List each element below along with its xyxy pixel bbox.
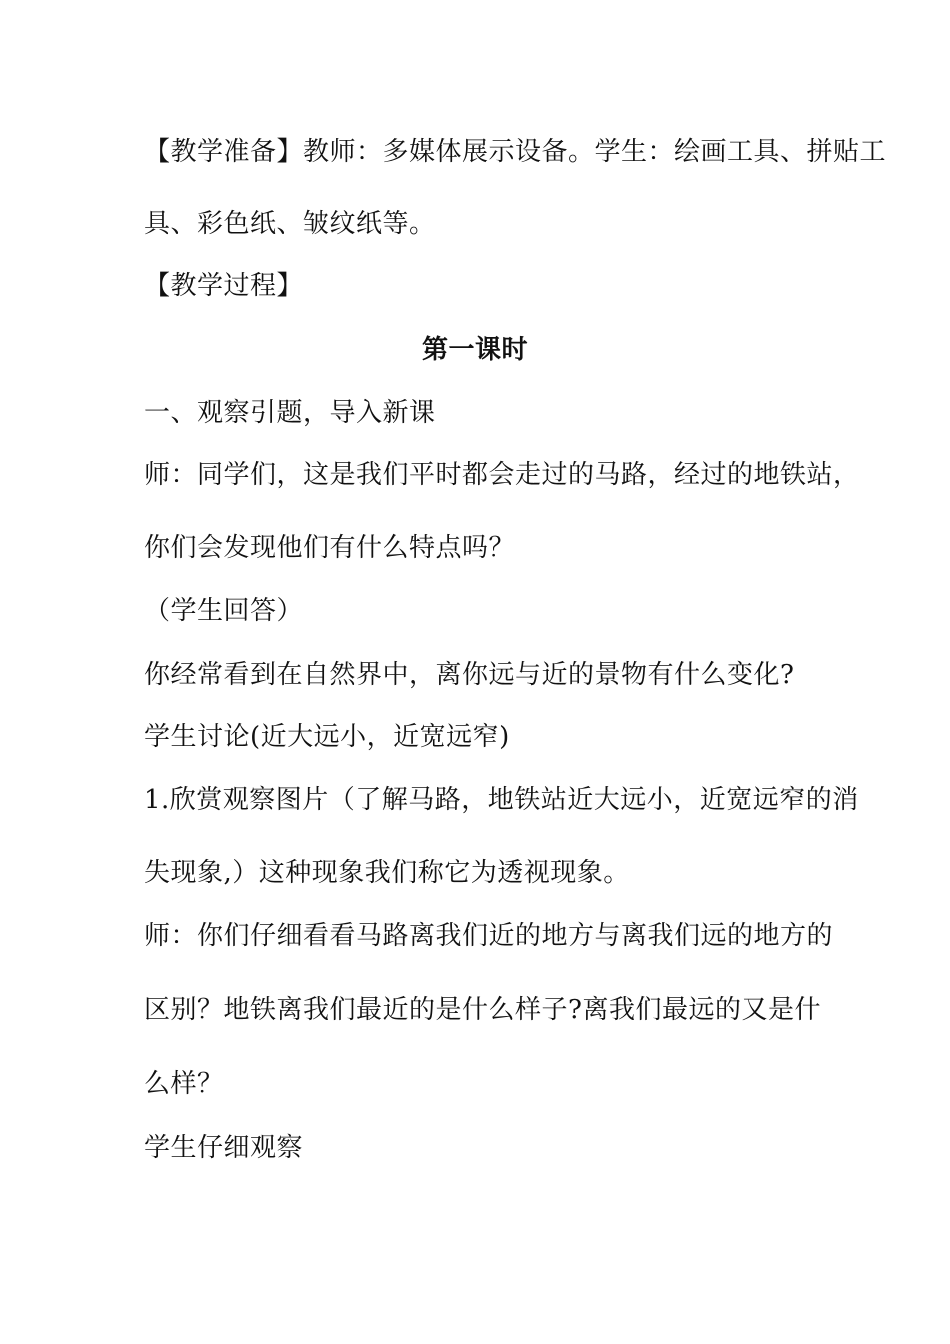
student-discussion: 学生讨论(近大远小，近宽远窄) — [144, 722, 510, 752]
teaching-preparation-line-2: 具、彩色纸、皱纹纸等。 — [144, 209, 436, 239]
teaching-preparation-line-1: 【教学准备】教师：多媒体展示设备。学生：绘画工具、拼贴工 — [144, 137, 887, 167]
teacher-question-line-1: 师：同学们，这是我们平时都会走过的马路，经过的地铁站， — [144, 460, 860, 490]
teaching-process-heading: 【教学过程】 — [144, 271, 304, 301]
teacher-observation-line-3: 么样？ — [144, 1069, 224, 1099]
teacher-observation-line-1: 师：你们仔细看看马路离我们近的地方与离我们远的地方的 — [144, 921, 834, 951]
student-observation: 学生仔细观察 — [144, 1133, 304, 1163]
teacher-observation-line-2: 区别？地铁离我们最近的是什么样子?离我们最远的又是什 — [144, 995, 821, 1025]
lesson-title: 第一课时 — [421, 335, 528, 365]
appreciation-line-1: 1.欣赏观察图片（了解马路，地铁站近大远小，近宽远窄的消 — [144, 785, 859, 815]
appreciation-line-2: 失现象,）这种现象我们称它为透视现象。 — [144, 858, 630, 888]
teacher-question-line-2: 你们会发现他们有什么特点吗？ — [144, 533, 516, 563]
student-answer-note: （学生回答） — [144, 596, 304, 626]
nature-question: 你经常看到在自然界中，离你远与近的景物有什么变化? — [144, 660, 795, 690]
section-heading-observation: 一、观察引题，导入新课 — [144, 398, 436, 428]
